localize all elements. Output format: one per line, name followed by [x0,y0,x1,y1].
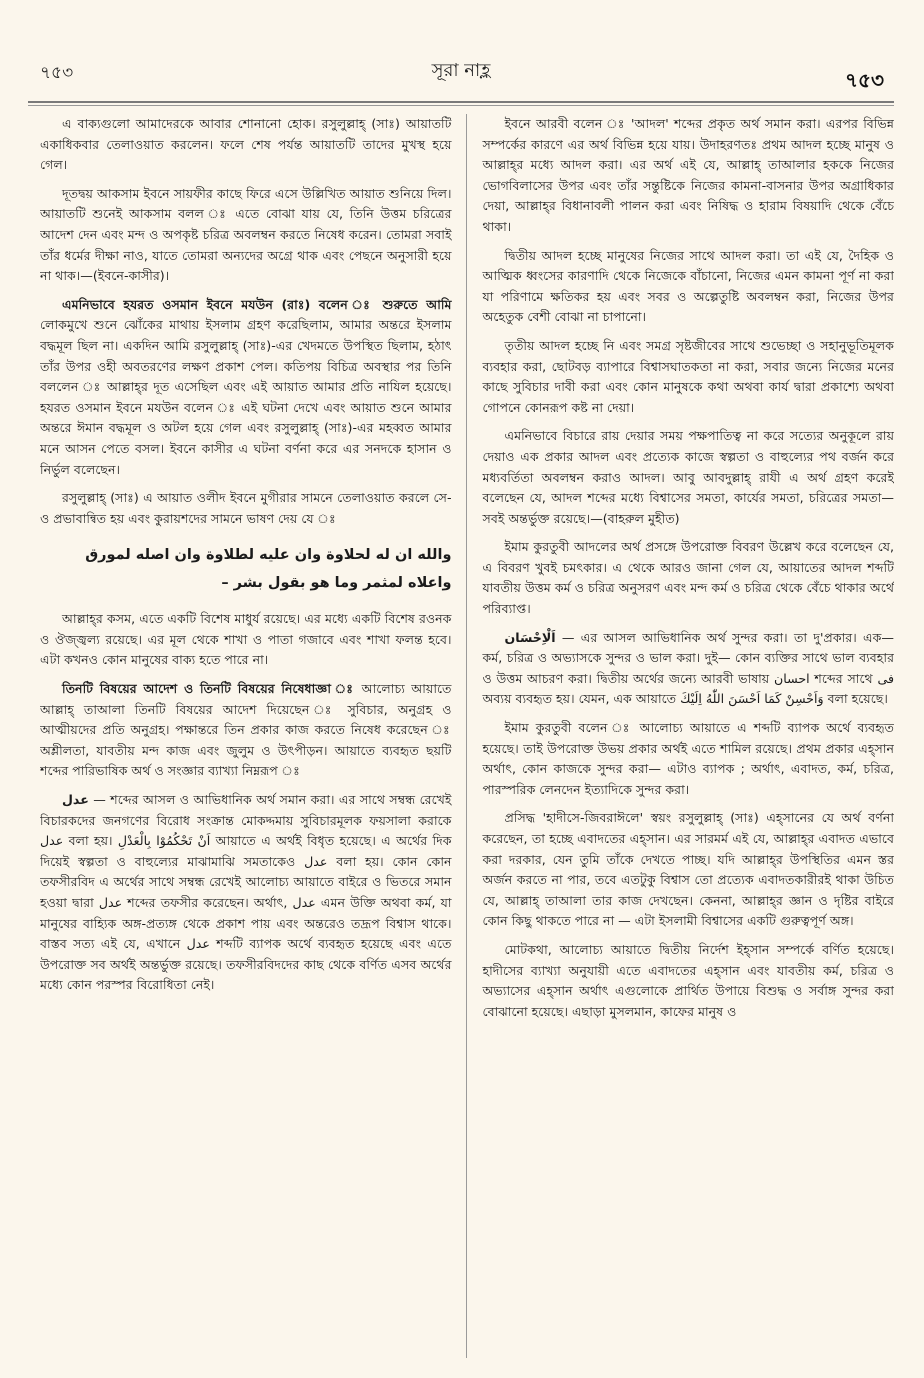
paragraph-lead: اَلْاِحْسَان [504,629,556,645]
paragraph-text: والله ان له لحلاوة وان عليه لطلاوة وان اصله لمورق واعلاه لمثمر وما هو بقول بشر – [85,547,452,592]
paragraph [483,537,895,619]
paragraph-text: এমনিভাবে বিচারে রায় দেয়ার সময় পক্ষপাতিত্ব না করে সত্যের অনুকূলে রায় দেয়াও এক প্রকার আদল এবং প্রত্যেক কাজে স্বল্পতা ও বাহুল্যের পথ বর্জন করে মধ্যবর্তিতা অবলম্বন করাও আদল। আবু আবদুল্লাহ্ রাযী এ অর্থ গ্রহণ করেই বলেছেন যে, আদল শব্দের মধ্যে বিশ্বাসের সমতা, কার্যের সমতা, চরিত্রের সমতা—সবই অন্তর্ভুক্ত রয়েছে।—(বাহরুল মুহীত) [482,428,894,526]
paragraph [483,808,895,932]
paragraph-text: লোকমুখে শুনে ঝোঁকের মাথায় ইসলাম গ্রহণ করেছিলাম, আমার অন্তরে ইসলাম বদ্ধমূল ছিল না। একদিন আমি রসুলুল্লাহ্ (সাঃ)-এর খেদমতে উপস্থিত ছিলাম, হঠাৎ তাঁর উপর ওহী অবতরণের লক্ষণ প্রকাশ পেল। কতিপয় বিচিত্র অবস্থার পর তিনি বললেন ঃ আল্লাহ্‌র দূত এসেছিল এবং এই আয়াত আমার প্রতি নাযিল হয়েছে। হযরত ওসমান ইবনে মযউন বলেন ঃ এই ঘটনা দেখে এবং আয়াত শুনে আমার অন্তরে ঈমান বদ্ধমূল ও অটল হয়ে গেল এবং রসুলুল্লাহ্ (সাঃ)-এর মহব্বত আমার মনে আসন পেতে বসল। ইবনে কাসীর এ ঘটনা বর্ণনা করে এর সনদকে হাসান ও নির্ভুল বলেছেন। [40,317,452,477]
paragraph-text: — শব্দের আসল ও আভিধানিক অর্থ সমান করা। এর সাথে সম্বন্ধ রেখেই বিচারকদের জনগণের বিরোধ সংক্রান্ত মোকদ্দমায় সুবিচারমূলক ফয়সালা করাকে عدل বলা হয়। اَنْ تَحْكُمُوْا بِالْعَدْلِ আয়াতে এ অর্থই বিধৃত হয়েছে। এ অর্থের দিক দিয়েই স্বল্পতা ও বাহুল্যের মাঝামাঝি সমতাকেও عدل বলা হয়। কোন কোন তফসীরবিদ এ অর্থের সাথে সম্বন্ধ রেখেই আলোচ্য আয়াতে বাইরে ও ভিতরে সমান হওয়া দ্বারা عدل শব্দের তফসীর করেছেন। অর্থাৎ, عدل এমন উক্তি অথবা কর্ম, যা মানুষের বাহ্যিক অঙ্গ-প্রত্যঙ্গ থেকে প্রকাশ পায় এবং অন্তরেও তদ্রূপ বিশ্বাস থাকে। বাস্তব সত্য এই যে, এখানে عدل শব্দটি ব্যাপক অর্থে ব্যবহৃত হয়েছে এবং এতে উপরোক্ত সব অর্থই অন্তর্ভুক্ত রয়েছে। তফসীরবিদদের কাছ থেকে বর্ণিত এসব অর্থের মধ্যে কোন পরস্পর বিরোধিতা নেই। [40,792,452,993]
paragraph [40,184,452,287]
paragraph-lead: এমনিভাবে হযরত ওসমান ইবনে মযউন (রাঃ) বলেন ঃ শুরুতে আমি [62,296,452,312]
paragraph-text: দূতদ্বয় আকসাম ইবনে সায়ফীর কাছে ফিরে এসে উল্লিখিত আয়াত শুনিয়ে দিল। আয়াতটি শুনেই আকসাম বলল ঃ এতে বোঝা যায় যে, তিনি উত্তম চরিত্রের আদেশ দেন এবং মন্দ ও অপকৃষ্ট চরিত্র অবলম্বন করতে নিষেধ করেন। তোমরা সবাই তাঁর ধর্মের দীক্ষা নাও, যাতে তোমরা অন্যদের অগ্রে থাক এবং পেছনে অনুসারী হয়ে না থাক।—(ইবনে-কাসীর)। [40,185,452,284]
paragraph [483,628,895,710]
paragraph-text: এ বাক্যগুলো আমাদেরকে আবার শোনানো হোক। রসুলুল্লাহ্ (সাঃ) আয়াতটি একাধিকবার তেলাওয়াত করলেন। ফলে শেষ পর্যন্ত আয়াতটি তাদের মুখস্থ হয়ে গেল। [40,116,452,173]
paragraph [40,295,452,480]
paragraph [40,488,452,529]
paragraph-text: প্রসিদ্ধ 'হাদীসে-জিবরাঈলে' স্বয়ং রসুলুল্লাহ্ (সাঃ) এহ্সানের যে অর্থ বর্ণনা করেছেন, তা হচ্ছে এবাদতের এহ্সান। এর সারমর্ম এই যে, আল্লাহ্‌র এবাদত এভাবে করা দরকার, যেন তুমি তাঁকে দেখতে পাচ্ছ। যদি আল্লাহ্‌র উপস্থিতির এমন স্তর অর্জন করতে না পার, তবে এতটুকু বিশ্বাস তো প্রত্যেক এবাদতকারীরই থাকা উচিত যে, আল্লাহ্ তাআলা তার কাজ দেখছেন। কেননা, আল্লাহ্‌র জ্ঞান ও দৃষ্টির বাইরে কোন কিছু থাকতে পারে না — এটা ইসলামী বিশ্বাসের একটি গুরুত্বপূর্ণ অঙ্গ। [482,810,894,929]
paragraph-text: — এর আসল আভিধানিক অর্থ সুন্দর করা। তা দু'প্রকার। এক— কর্ম, চরিত্র ও অভ্যাসকে সুন্দর ও ভাল করা। দুই— কোন ব্যক্তির সাথে ভাল ব্যবহার ও উত্তম আচরণ করা। দ্বিতীয় অর্থের জন্যে আরবী ভাষায় احسان শব্দের সাথে فى অব্যয় ব্যবহৃত হয়। যেমন, এক আয়াতে وَاَحْسِنْ كَمَا اَحْسَنَ اللّٰهُ اِلَيْكَ বলা হয়েছে। [482,629,894,707]
paragraph [483,718,895,800]
paragraph [40,114,452,176]
paragraph-lead: عدل [62,792,89,808]
paragraph-text: দ্বিতীয় আদল হচ্ছে মানুষের নিজের সাথে আদল করা। তা এই যে, দৈহিক ও আত্মিক ধ্বংসের কারণাদি থেকে নিজেকে বাঁচানো, নিজের এমন কামনা পূর্ণ না করা যা পরিণামে ক্ষতিকর হয় এবং সবর ও অল্পেতুষ্টি অবলম্বন করা, নিজের উপর অহেতুক বেশী বোঝা না চাপানো। [482,247,894,325]
paragraph-text: মোটকথা, আলোচ্য আয়াতে দ্বিতীয় নির্দেশ ইহ্সান সম্পর্কে বর্ণিত হয়েছে। হাদীসের ব্যাখ্যা অনুযায়ী এতে এবাদতের এহ্সান এবং যাবতীয় কর্ম, চরিত্র ও অভ্যাসের এহ্সান অর্থাৎ এগুলোকে প্রার্থিত উপায়ে বিশুদ্ধ ও সর্বাঙ্গ সুন্দর করা বোঝানো হয়েছে। এছাড়া মুসলমান, কাফের মানুষ ও [482,941,894,1019]
paragraph-text: ইমাম কুরতুবী আদলের অর্থ প্রসঙ্গে উপরোক্ত বিবরণ উল্লেখ করে বলেছেন যে, এ বিবরণ খুবই চমৎকার। এ থেকে আরও জানা গেল যে, আয়াতের আদল শব্দটি যাবতীয় উত্তম কর্ম ও চরিত্র অনুসরণ এবং মন্দ কর্ম ও চরিত্র থেকে বেঁচে থাকার অর্থে পরিব্যাপ্ত। [482,539,894,617]
paragraph [483,940,895,1022]
paragraph [483,426,895,529]
paragraph-text: তৃতীয় আদল হচ্ছে নি এবং সমগ্র সৃষ্টজীবের সাথে শুভেচ্ছা ও সহানুভূতিমূলক ব্যবহার করা, ছোটবড় ব্যাপারে বিশ্বাসঘাতকতা না করা, সবার জন্যে নিজের মনের কাছে সুবিচার দাবী করা এবং কোন মানুষকে কথা অথবা কার্য দ্বারা প্রকাশ্যে অথবা গোপনে কোনরূপ কষ্ট না দেয়া। [482,337,894,415]
left-column [40,114,466,1358]
paragraph-text: ইবনে আরবী বলেন ঃ 'আদল' শব্দের প্রকৃত অর্থ সমান করা। এরপর বিভিন্ন সম্পর্কের কারণে এর অর্থ বিভিন্ন হয়ে যায়। উদাহরণতঃ প্রথম আদল হচ্ছে মানুষ ও আল্লাহ্‌র মধ্যে আদল করা। এর অর্থ এই যে, আল্লাহ্ তাআলার হককে নিজের ভোগবিলাসের উপর এবং তাঁর সন্তুষ্টিকে নিজের কামনা-বাসনার উপর অগ্রাধিকার দেয়া, আল্লাহ্‌র বিধানাবলী পালন করা এবং নিষিদ্ধ ও হারাম বিষয়াদি থেকে বেঁচে থাকা। [482,116,894,234]
paragraph-text: ইমাম কুরতুবী বলেন ঃ আলোচ্য আয়াতে এ শব্দটি ব্যাপক অর্থে ব্যবহৃত হয়েছে। তাই উপরোক্ত উভয় প্রকার অর্থই এতে শামিল রয়েছে। প্রথম প্রকার এহ্সান অর্থাৎ, কোন কাজকে সুন্দর করা— এটাও ব্যাপক ; অর্থাৎ, এবাদত, কর্ম, চরিত্র, পারস্পরিক লেনদেন ইত্যাদিকে সুন্দর করা। [482,720,894,797]
paragraph [483,114,895,238]
running-head [28,46,894,106]
header-rule [28,101,894,106]
paragraph-lead: তিনটি বিষয়ের আদেশ ও তিনটি বিষয়ের নিষেধাজ্ঞা ঃ [62,681,356,697]
paragraph [483,336,895,418]
paragraph-text: আলোচ্য আয়াতে আল্লাহ্ তাআলা তিনটি বিষয়ের আদেশ দিয়েছেন ঃ সুবিচার, অনুগ্রহ ও আত্মীয়দের প্রতি অনুগ্রহ। পক্ষান্তরে তিন প্রকার কাজ করতে নিষেধ করেছেন ঃ অশ্লীলতা, যাবতীয় মন্দ কাজ এবং জুলুম ও উৎপীড়ন। আয়াতে ব্যবহৃত ছয়টি শব্দের পারিভাষিক অর্থ ও সংজ্ঞার ব্যাখ্যা নিম্নরূপ ঃ [40,681,452,779]
paragraph [483,246,895,328]
right-column [466,114,895,1358]
chapter-title: সূরা নাহ্ল [431,60,491,81]
arabic-quote [40,541,452,597]
text-columns [40,114,894,1358]
page-number-right: ৭৫৩ [845,68,884,92]
paragraph [40,609,452,671]
paragraph-text: রসুলুল্লাহ্ (সাঃ) এ আয়াত ওলীদ ইবনে মুগীরার সামনে তেলাওয়াত করলে সে-ও প্রভাবান্বিত হয় এবং কুরায়শদের সামনে ভাষণ দেয় যে ঃ [40,490,452,526]
paragraph-text: আল্লাহ্‌র কসম, এতে একটি বিশেষ মাধুর্য রয়েছে। এর মধ্যে একটি বিশেষ রওনক ও ঔজ্জ্বল্য রয়েছে। এর মূল থেকে শাখা ও পাতা গজাবে এবং শাখা ফলন্ত হবে। এটা কখনও কোন মানুষের বাক্য হতে পারে না। [40,611,452,668]
page-number-left: ৭৫৩ [40,63,74,83]
paragraph [40,679,452,782]
paragraph [40,790,452,996]
